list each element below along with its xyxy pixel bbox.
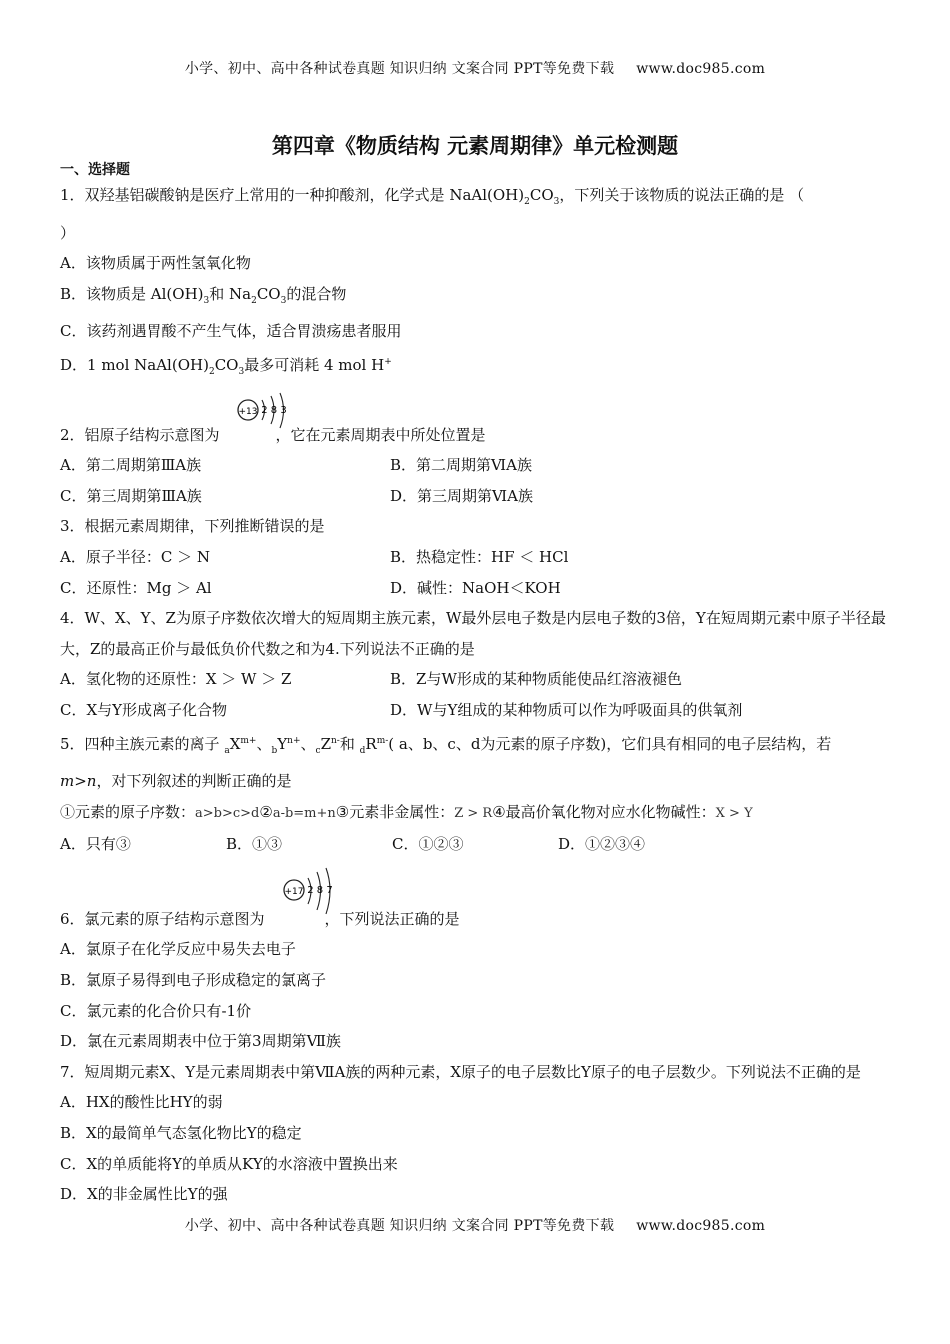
document-title: 第四章《物质结构 元素周期律》单元检测题 bbox=[271, 134, 679, 158]
question-6-stem: 6．氯元素的原子结构示意图为 ，下列说法正确的是 +17 2 8 7 bbox=[60, 860, 890, 935]
question-5-stem: 5．四种主族元素的离子 $_aX^{m+}$、$_bY^{n+}$、$_cZ^{n-}$和 $_dR^{m-}$( a、b、c、d为元素的原子序数)，它们具有相同的电子层结构，若 bbox=[60, 734, 832, 756]
chlorine-atom-diagram bbox=[282, 864, 342, 920]
aluminum-atom-diagram bbox=[236, 390, 296, 436]
question-6-option-a[interactable]: A．氯原子在化学反应中易失去电子 bbox=[60, 940, 296, 959]
question-7-option-c[interactable]: C．X的单质能将Y的单质从KY的水溶液中置换出来 bbox=[60, 1154, 398, 1173]
question-7-stem: 7．短周期元素X、Y是元素周期表中第ⅦA族的两种元素，X原子的电子层数比Y原子的电子层数少。下列说法不正确的是 bbox=[60, 1062, 861, 1081]
question-7 bbox=[60, 1057, 890, 1210]
question-2-option-c[interactable]: C．第三周期第ⅢA族 bbox=[60, 486, 202, 505]
question-6-option-c[interactable]: C．氯元素的化合价只有-1价 bbox=[60, 1001, 252, 1020]
question-7-option-d[interactable]: D．X的非金属性比Y的强 bbox=[60, 1185, 228, 1204]
question-3-option-b[interactable]: B．热稳定性：HF ＜ HCl bbox=[390, 547, 569, 566]
question-5-condition: m>n bbox=[60, 772, 97, 791]
question-5-stem-cont: m>n，对下列叙述的判断正确的是 bbox=[60, 772, 292, 791]
question-2-option-a[interactable]: A．第二周期第ⅢA族 bbox=[60, 456, 202, 475]
question-1-stem-end: ） bbox=[60, 223, 76, 242]
question-5-statements: ①元素的原子序数：a>b>c>d②a-b=m+n③元素非金属性：Z > R④最高价氧化物对应水化物碱性：X > Y bbox=[60, 802, 753, 821]
question-4 bbox=[60, 603, 890, 725]
question-5-option-a[interactable]: A．只有③ bbox=[60, 835, 131, 854]
question-7-option-b[interactable]: B．X的最简单气态氢化物比Y的稳定 bbox=[60, 1124, 302, 1143]
section-title: 一、选择题 bbox=[60, 162, 130, 178]
question-list bbox=[60, 160, 890, 1210]
question-3-stem: 3．根据元素周期律，下列推断错误的是 bbox=[60, 517, 325, 536]
question-3-option-d[interactable]: D．碱性：NaOH＜KOH bbox=[390, 578, 561, 597]
aluminum-shell-label: 2 8 3 bbox=[261, 404, 287, 416]
question-4-stem: 4．W、X、Y、Z为原子序数依次增大的短周期主族元素，W最外层电子数是内层电子数的3倍，Y在短周期元素中原子半径最大，Z的最高正价与最低负价代数之和为4.下列说法不正确的是 bbox=[60, 609, 886, 658]
header-text: 小学、初中、高中各种试卷真题 知识归纳 文案合同 PPT等免费下载 bbox=[184, 61, 615, 77]
question-1-option-b[interactable]: B．该物质是 $Al(OH)_3$和 $Na_2CO_3$的混合物 bbox=[60, 284, 347, 306]
question-1-stem: 1．双羟基铝碳酸钠是医疗上常用的一种抑酸剂，化学式是 $NaAl(OH)_2CO_3$，下列关于该物质的说法正确的是 （ bbox=[60, 186, 805, 207]
header-url[interactable]: www.doc985.com bbox=[636, 61, 766, 77]
question-4-options-row-1 bbox=[60, 664, 890, 695]
question-5-option-b[interactable]: B．①③ bbox=[226, 835, 283, 854]
question-1-option-c[interactable]: C．该药剂遇胃酸不产生气体，适合胃溃疡患者服用 bbox=[60, 322, 402, 341]
question-6-option-d[interactable]: D．氯在元素周期表中位于第3周期第Ⅶ族 bbox=[60, 1032, 341, 1051]
footer-url[interactable]: www.doc985.com bbox=[636, 1218, 766, 1234]
question-2-options-row-1 bbox=[60, 450, 890, 481]
question-4-options-row-2 bbox=[60, 695, 890, 726]
footer-text: 小学、初中、高中各种试卷真题 知识归纳 文案合同 PPT等免费下载 bbox=[184, 1218, 615, 1234]
question-3 bbox=[60, 511, 890, 603]
chlorine-nucleus-label: +17 bbox=[284, 886, 304, 897]
question-4-option-d[interactable]: D．W与Y组成的某种物质可以作为呼吸面具的供氧剂 bbox=[390, 700, 743, 719]
question-3-option-c[interactable]: C．还原性：Mg ＞ Al bbox=[60, 578, 212, 597]
question-6-option-b[interactable]: B．氯原子易得到电子形成稳定的氯离子 bbox=[60, 971, 327, 990]
question-5-option-c[interactable]: C．①②③ bbox=[392, 835, 464, 854]
question-4-option-a[interactable]: A．氢化物的还原性：X ＞ W ＞ Z bbox=[60, 670, 292, 689]
question-7-option-a[interactable]: A．HX的酸性比HY的弱 bbox=[60, 1093, 223, 1112]
question-2-option-b[interactable]: B．第二周期第ⅥA族 bbox=[390, 456, 532, 475]
aluminum-nucleus-label: +13 bbox=[238, 406, 258, 417]
question-3-options-row-1 bbox=[60, 542, 890, 573]
chlorine-shell-label: 2 8 7 bbox=[307, 884, 333, 896]
question-3-option-a[interactable]: A．原子半径：C ＞ N bbox=[60, 547, 210, 566]
question-2 bbox=[60, 388, 890, 512]
question-5-option-d[interactable]: D．①②③④ bbox=[558, 835, 646, 854]
question-1-option-a[interactable]: A．该物质属于两性氢氧化物 bbox=[60, 254, 251, 273]
question-2-stem: 2．铝原子结构示意图为 ，它在元素周期表中所处位置是 +13 2 8 3 bbox=[60, 388, 890, 451]
page-header bbox=[0, 58, 950, 78]
question-4-option-b[interactable]: B．Z与W形成的某种物质能使品红溶液褪色 bbox=[390, 670, 682, 689]
question-6 bbox=[60, 860, 890, 1057]
question-5 bbox=[60, 726, 890, 860]
question-5-options-row bbox=[60, 829, 890, 860]
question-1 bbox=[60, 180, 890, 388]
question-2-option-d[interactable]: D．第三周期第ⅥA族 bbox=[390, 486, 533, 505]
question-3-options-row-2 bbox=[60, 573, 890, 604]
question-1-option-d[interactable]: D．1 mol $NaAl(OH)_2CO_3$最多可消耗 4 mol H+ bbox=[60, 355, 392, 377]
question-2-options-row-2 bbox=[60, 481, 890, 512]
page-footer bbox=[0, 1215, 950, 1235]
question-4-option-c[interactable]: C．X与Y形成离子化合物 bbox=[60, 700, 228, 719]
